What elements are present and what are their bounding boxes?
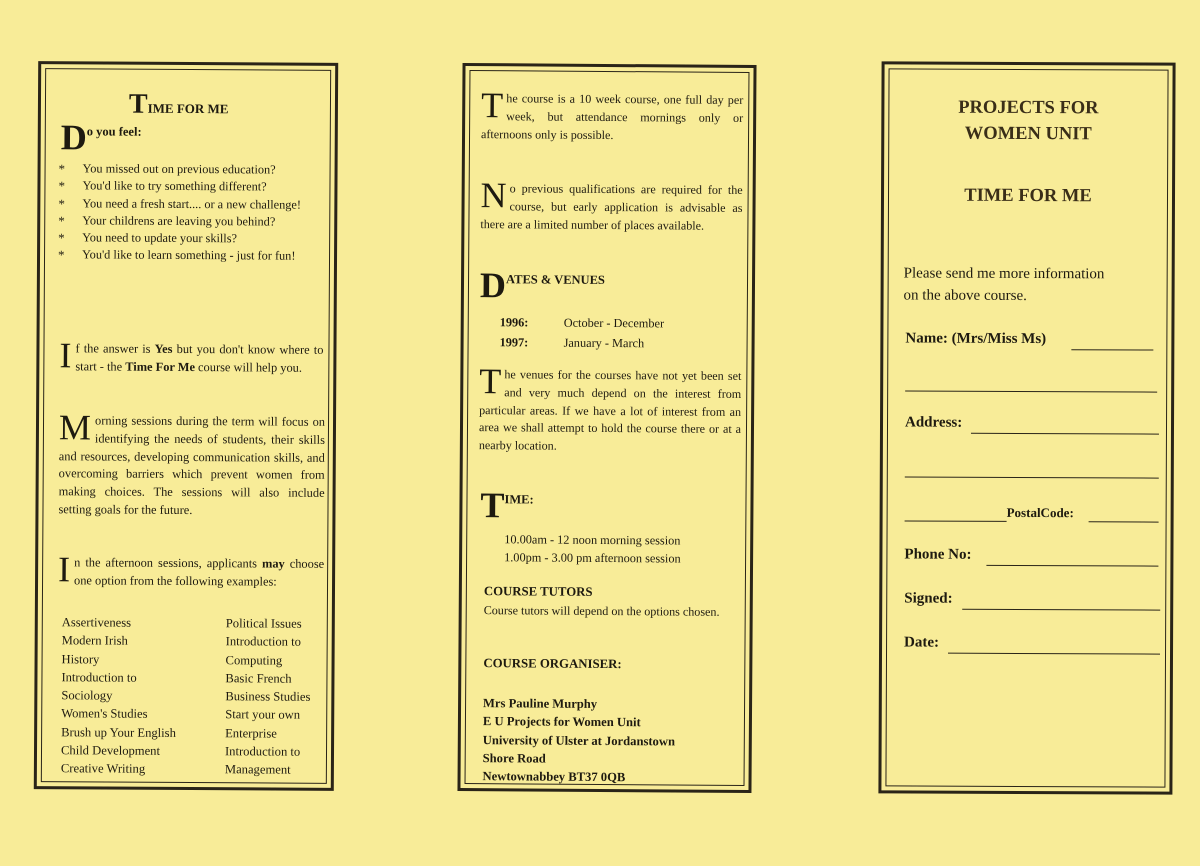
feeling-list-item: * You need to update your skills? — [58, 229, 328, 248]
option-item: Enterprise — [225, 726, 277, 741]
option-item: Brush up Your English — [61, 725, 176, 740]
feeling-list-item: * You'd like to learn something - just for fun! — [58, 247, 328, 266]
date-year: 1997: — [499, 335, 529, 350]
name-field[interactable] — [1071, 349, 1153, 350]
address-label: Address: — [904, 414, 963, 431]
course-title: TIME FOR ME — [964, 185, 1092, 207]
dates-list — [500, 312, 665, 353]
morning-dropcap: M — [58, 407, 92, 448]
title-text: IME FOR ME — [147, 100, 229, 117]
organiser-line: Shore Road — [482, 751, 546, 766]
answer-course-name: Time For Me — [125, 359, 196, 374]
request-line-2: on the above course. — [903, 287, 1027, 304]
qualifications-paragraph — [480, 175, 743, 235]
date-year: 1996: — [499, 315, 529, 330]
time-heading — [480, 485, 534, 526]
venues-paragraph — [478, 361, 742, 457]
organiser-line: University of Ulster at Jordanstown — [482, 732, 676, 749]
date-range: October - December — [563, 315, 665, 331]
leaflet-panel-left — [34, 61, 338, 791]
address-field-line-3[interactable] — [905, 520, 1007, 521]
question-dropcap: D — [60, 117, 87, 158]
option-item: Sociology — [61, 688, 113, 703]
qualifications-dropcap: N — [480, 175, 507, 216]
option-item: Business Studies — [225, 689, 311, 704]
afternoon-may: may — [261, 556, 285, 571]
address-field-line-2[interactable] — [905, 476, 1159, 478]
options-column-right — [225, 614, 311, 779]
organiser-heading: COURSE ORGANISER: — [483, 656, 622, 672]
course-text: he course is a 10 week course, one full day per week, but attendance mornings only or afternoons only is possible. — [481, 91, 744, 142]
session-time: 10.00am - 12 noon morning session — [504, 532, 681, 548]
tutors-heading: COURSE TUTORS — [483, 584, 593, 599]
option-item: Management — [224, 762, 291, 778]
feeling-list-item: * You need a fresh start.... or a new challenge! — [58, 195, 328, 214]
options-column-left — [61, 613, 177, 778]
organiser-line: Newtownabbey BT37 0QB — [482, 769, 626, 785]
course-dropcap: T — [481, 85, 504, 126]
option-item: Assertiveness — [61, 615, 132, 630]
feelings-list — [58, 160, 329, 265]
organiser-line: Mrs Pauline Murphy — [483, 696, 598, 711]
option-item: Modern Irish — [61, 633, 128, 648]
morning-paragraph — [58, 407, 326, 520]
time-dropcap: T — [480, 485, 505, 526]
date-row — [500, 312, 665, 333]
organiser-line: E U Projects for Women Unit — [482, 714, 641, 730]
signed-label: Signed: — [904, 590, 953, 607]
session-time: 1.00pm - 3.00 pm afternoon session — [504, 550, 681, 566]
answer-text-2: but you don't know where to start - the — [75, 341, 324, 374]
option-item: Women's Studies — [61, 706, 148, 722]
feeling-list-item: * You missed out on previous education? — [59, 160, 329, 179]
date-row — [500, 332, 665, 353]
option-item: Introduction to — [225, 634, 301, 650]
organiser-address — [483, 694, 676, 787]
answer-dropcap: I — [59, 335, 72, 376]
postal-code-field[interactable] — [1089, 521, 1159, 522]
course-paragraph — [481, 85, 744, 145]
question-heading — [60, 117, 142, 158]
afternoon-text-1: n the afternoon sessions, applicants — [74, 555, 263, 571]
panel-title — [129, 89, 229, 122]
time-heading-text: IME: — [504, 492, 534, 507]
dates-heading-text: ATES & VENUES — [505, 272, 605, 287]
answer-yes: Yes — [154, 341, 173, 356]
answer-text-1: f the answer is — [75, 341, 155, 356]
address-field[interactable] — [971, 433, 1159, 435]
leaflet-panel-right — [878, 61, 1175, 794]
option-item: Computing — [225, 652, 283, 668]
answer-text-3: course will help you. — [194, 359, 303, 375]
option-item: Creative Writing — [60, 761, 146, 777]
question-text: o you feel: — [86, 124, 142, 139]
qualifications-text: o previous qualifications are required for the course, but early application is advisable as there are a limited number of places available. — [480, 181, 743, 233]
option-item: Start your own — [225, 707, 301, 723]
date-field[interactable] — [948, 653, 1160, 655]
option-item: Child Development — [60, 743, 161, 758]
unit-title-line-1: PROJECTS FOR — [958, 97, 1099, 119]
morning-text: orning sessions during the term will focus on identifying the needs of students, their skills and resources, developing communication skills, and overcoming barriers which prevent women from making choices. The sessions will also include setting goals for the future. — [58, 413, 326, 518]
afternoon-paragraph — [58, 549, 325, 591]
date-range: January - March — [563, 335, 645, 351]
venues-dropcap: T — [479, 361, 502, 402]
dates-heading — [479, 265, 605, 306]
tutors-text: Course tutors will depend on the options chosen. — [483, 603, 720, 619]
phone-field[interactable] — [986, 565, 1158, 567]
postal-code-label: PostalCode: — [1006, 504, 1074, 521]
unit-title-line-2: WOMEN UNIT — [964, 123, 1092, 145]
request-line-1: Please send me more information — [903, 265, 1105, 283]
venues-text: he venues for the courses have not yet been set and very much depend on the interest from particular areas. If we have a lot of interest from an area we shall attempt to hold the course there or at a nearby location. — [478, 367, 742, 453]
feeling-list-item: * Your childrens are leaving you behind? — [58, 212, 328, 231]
date-label: Date: — [904, 634, 940, 651]
feeling-list-item: * You'd like to try something different? — [58, 178, 328, 197]
option-item: Introduction to — [61, 670, 137, 685]
afternoon-dropcap: I — [58, 549, 71, 590]
option-item: Political Issues — [225, 616, 302, 631]
name-label: Name: (Mrs/Miss Ms) — [905, 330, 1047, 348]
option-item: Introduction to — [224, 744, 301, 759]
answer-paragraph — [59, 335, 324, 377]
option-item: Basic French — [225, 671, 292, 686]
leaflet-panel-middle — [457, 63, 756, 793]
dates-dropcap: D — [479, 265, 507, 306]
title-dropcap: T — [128, 88, 148, 120]
session-times — [504, 530, 681, 567]
option-item: History — [61, 651, 100, 667]
name-field-line-2[interactable] — [905, 390, 1157, 392]
phone-label: Phone No: — [904, 546, 972, 563]
signature-field[interactable] — [962, 609, 1160, 611]
afternoon-text-2: choose one option from the following examples: — [74, 556, 325, 589]
